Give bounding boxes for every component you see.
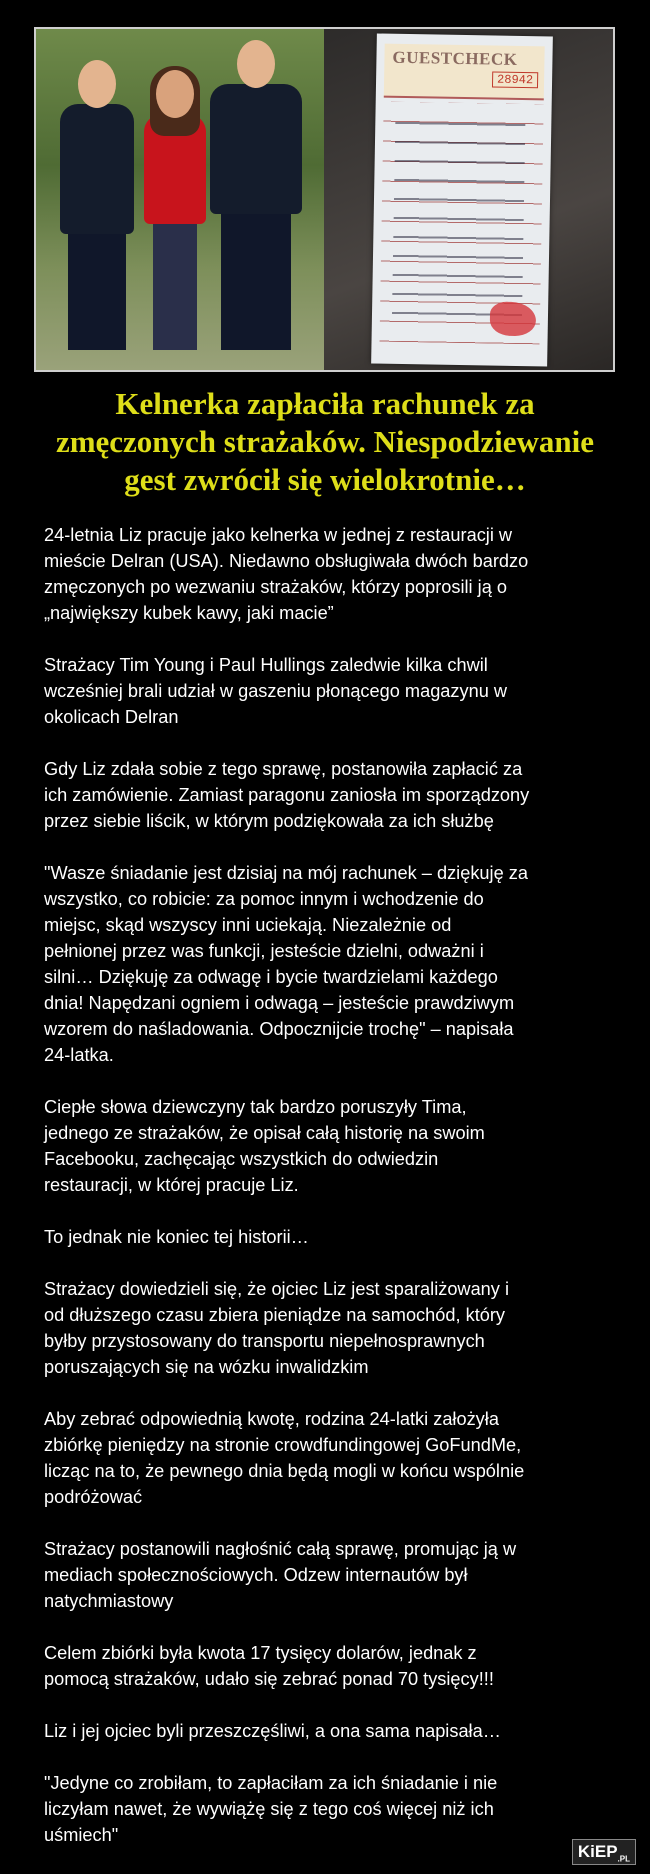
headline-line: zmęczonych strażaków. Niespodziewanie [55,424,595,459]
paragraph-line: "Jedyne co zrobiłam, to zapłaciłam za ich śniadanie i nie [44,1773,498,1793]
paragraph-line: natychmiastowy [44,1591,174,1611]
paragraph-line: restauracji, w której pracuje Liz. [44,1175,299,1195]
guest-check-title: GUESTCHECK [392,47,518,69]
paragraph-line: mieście Delran (USA). Niedawno obsługiwała dwóch bardzo [44,551,529,571]
paragraph-line: Celem zbiórki była kwota 17 tysięcy dolarów, jednak z [44,1643,477,1663]
paragraph-line: Ciepłe słowa dziewczyny tak bardzo poruszyły Tima, [44,1097,467,1117]
article-paragraph [44,1224,614,1250]
guest-check-number: 28942 [492,72,538,89]
paragraph-line: zmęczonych po wezwaniu strażaków, którzy poprosili ją o [44,577,507,597]
headline [0,385,650,499]
paragraph-line: licząc na to, że pewnego dnia będą mogli w końcu wspólnie [44,1461,525,1481]
paragraph-line: To jednak nie koniec tej historii… [44,1227,309,1247]
paragraph-line: "Wasze śniadanie jest dzisiaj na mój rachunek – dziękuję za [44,863,528,883]
paragraph-line: Aby zebrać odpowiednią kwotę, rodzina 24-latki założyła [44,1409,499,1429]
paragraph-line: wcześniej brali udział w gaszeniu płonącego magazynu w [44,681,508,701]
paragraph-line: Liz i jej ojciec byli przeszczęśliwi, a ona sama napisała… [44,1721,501,1741]
paragraph-line: Gdy Liz zdała sobie z tego sprawę, postanowiła zapłacić za [44,759,523,779]
article-paragraph [44,1094,614,1198]
paragraph-line: przez siebie liścik, w którym podziękowała za ich służbę [44,811,494,831]
paragraph-line: 24-latka. [44,1045,114,1065]
guest-check [371,33,553,366]
headline-line: gest zwrócił się wielokrotnie… [124,462,526,497]
article-paragraph [44,1718,614,1744]
paragraph-line: 24-letnia Liz pracuje jako kelnerka w jednej z restauracji w [44,525,513,545]
paragraph-line: liczyłam nawet, że wywiążę się z tego coś więcej niż ich [44,1799,494,1819]
paragraph-line: byłby przystosowany do transportu niepełnosprawnych [44,1331,485,1351]
guest-check-photo [324,29,613,370]
paragraph-line: poruszających się na wózku inwalidzkim [44,1357,369,1377]
paragraph-line: pełnionej przez was funkcji, jesteście dzielni, odważni i [44,941,484,961]
site-logo[interactable] [572,1839,636,1865]
paragraph-line: silni… Dziękuję za odwagę i bycie twardzielami każdego [44,967,498,987]
article-paragraph [44,652,614,730]
waitress [136,70,214,360]
firefighter-right [206,40,306,360]
logo-text: KiEP [577,1842,618,1861]
article-photo [34,27,615,372]
paragraph-line: okolicach Delran [44,707,179,727]
paragraph-line: wzorem do naśladowania. Odpocznijcie trochę" – napisała [44,1019,514,1039]
paragraph-line: Strażacy postanowili nagłośnić całą sprawę, promując ją w [44,1539,517,1559]
paragraph-line: Strażacy dowiedzieli się, że ojciec Liz jest sparaliżowany i [44,1279,509,1299]
paragraph-line: dnia! Napędzani ogniem i odwagą – jesteście prawdziwym [44,993,515,1013]
handwritten-note [392,114,526,326]
article-paragraph [44,1276,614,1380]
article-paragraph [44,860,614,1068]
paragraph-line: pomocą strażaków, udało się zebrać ponad 70 tysięcy!!! [44,1669,494,1689]
article-paragraph [44,1640,614,1692]
article-paragraph [44,1770,614,1848]
article-paragraph [44,1406,614,1510]
logo-suffix: .PL [617,1854,630,1864]
firefighter-left [58,60,136,360]
headline-line: Kelnerka zapłaciła rachunek za [115,386,535,421]
article-paragraph [44,1536,614,1614]
paragraph-line: wszystko, co robicie: za pomoc innym i wchodzenie do [44,889,484,909]
article-body [44,522,614,1874]
paragraph-line: uśmiech" [44,1825,119,1845]
article-paragraph [44,522,614,626]
paragraph-line: ich zamówienie. Zamiast paragonu zaniosła im sporządzony [44,785,530,805]
paragraph-line: miejsc, skąd wszyscy inni uciekają. Niezależnie od [44,915,452,935]
paragraph-line: od dłuższego czasu zbiera pieniądze na samochód, który [44,1305,506,1325]
paragraph-line: jednego ze strażaków, że opisał całą historię na swoim [44,1123,485,1143]
firefighters-photo [36,29,324,370]
paragraph-line: „największy kubek kawy, jaki macie” [44,603,334,623]
paragraph-line: Strażacy Tim Young i Paul Hullings zaledwie kilka chwil [44,655,488,675]
paragraph-line: Facebooku, zachęcając wszystkich do odwiedzin [44,1149,439,1169]
article-paragraph [44,756,614,834]
paragraph-line: mediach społecznościowych. Odzew internautów był [44,1565,468,1585]
paragraph-line: zbiórkę pieniędzy na stronie crowdfundingowej GoFundMe, [44,1435,522,1455]
paragraph-line: podróżować [44,1487,143,1507]
